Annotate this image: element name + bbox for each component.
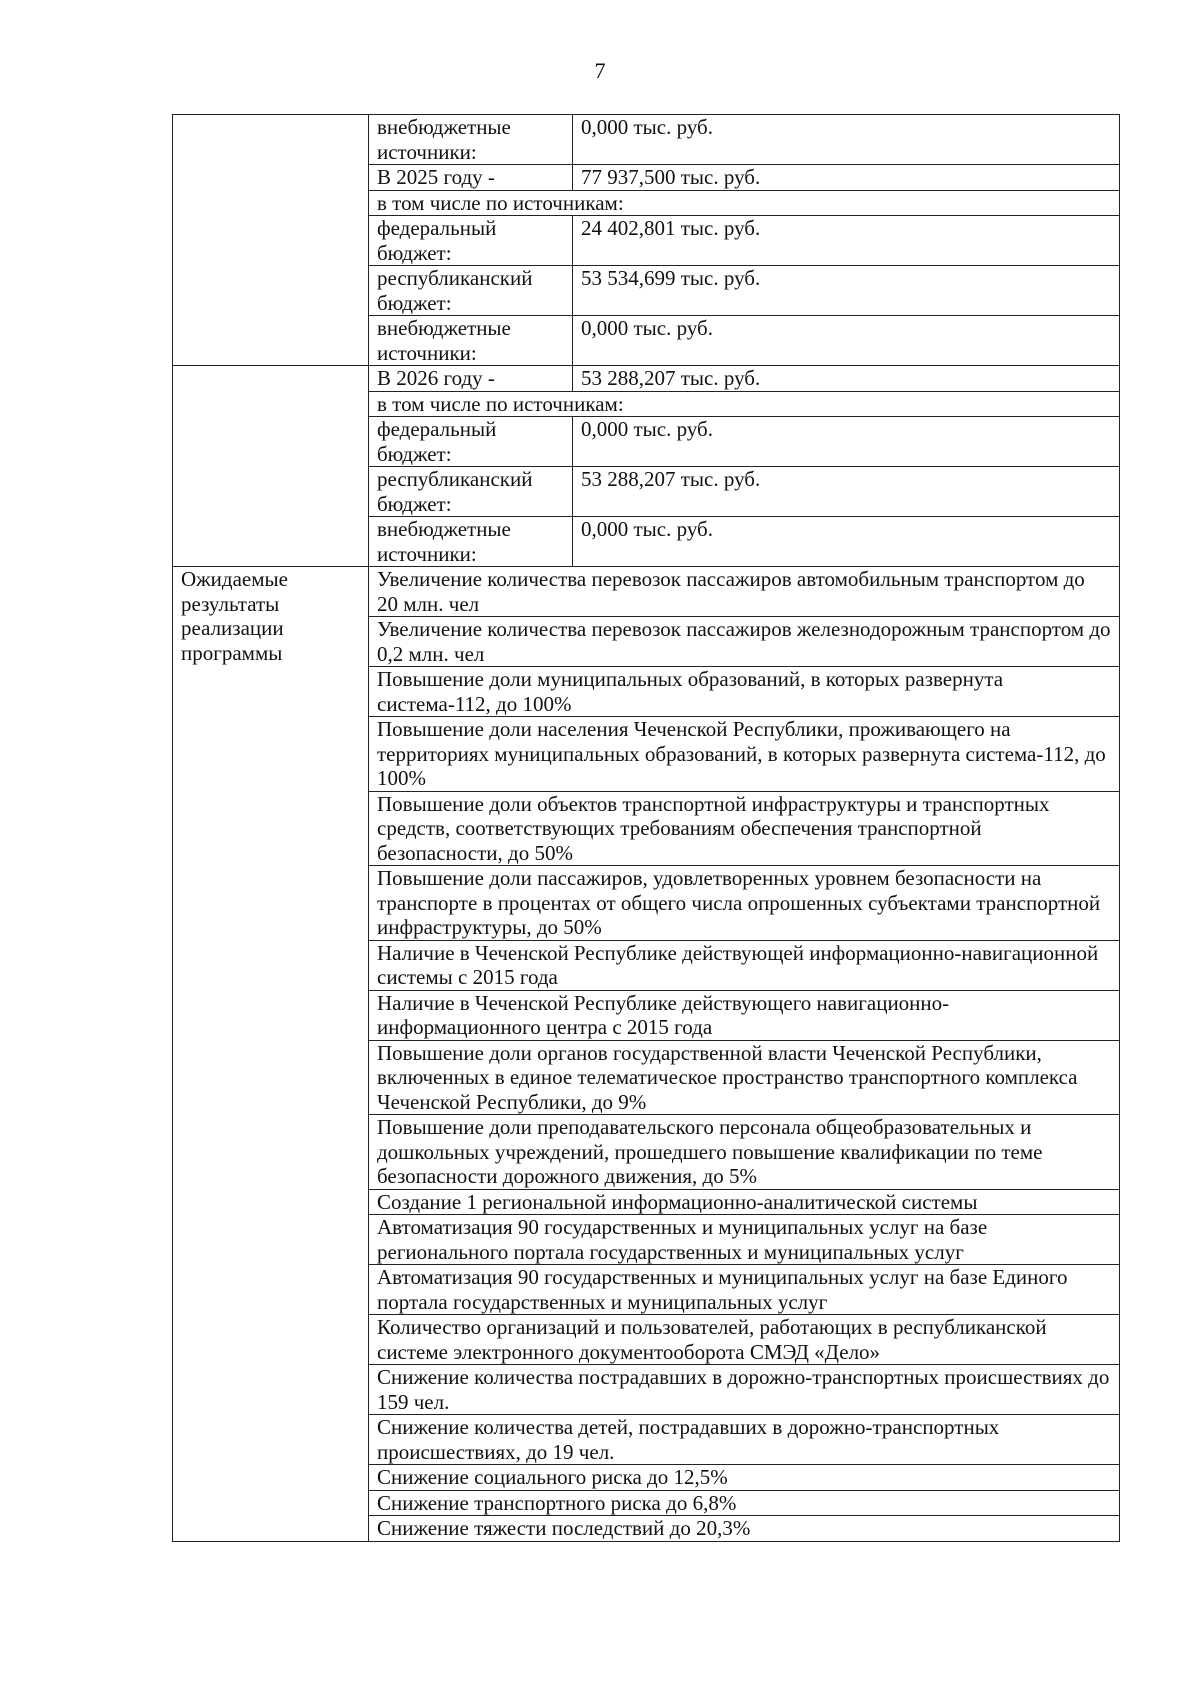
result-item: Повышение доли пассажиров, удовлетворенных уровнем безопасности на транспорте в процентах от общего числа опрошенных субъектами транспортной инфраструктуры, до 50% [369, 866, 1120, 941]
result-item: Количество организаций и пользователей, работающих в республиканской системе электронного документооборота СМЭД «Дело» [369, 1315, 1120, 1365]
result-item: Увеличение количества перевозок пассажиров железнодорожным транспортом до 0,2 млн. чел [369, 617, 1120, 667]
funding-label: внебюджетные источники: [369, 115, 573, 165]
result-item: Наличие в Чеченской Республике действующей информационно-навигационной системы с 2015 года [369, 940, 1120, 990]
funding-label: внебюджетные источники: [369, 316, 573, 366]
passport-table-body [173, 115, 1120, 1542]
result-item: Повышение доли муниципальных образований, в которых развернута система-112, до 100% [369, 667, 1120, 717]
page-number: 7 [594, 58, 606, 83]
result-item: Снижение количества пострадавших в дорожно-транспортных происшествиях до 159 чел. [369, 1365, 1120, 1415]
funding-label: республиканский бюджет: [369, 467, 573, 517]
passport-table [172, 114, 1120, 1542]
empty-heading-cell [173, 366, 369, 567]
funding-value: 0,000 тыс. руб. [573, 517, 1120, 567]
result-item: Повышение доли объектов транспортной инфраструктуры и транспортных средств, соответствующих требованиям обеспечения транспортной безопасности, до 50% [369, 791, 1120, 866]
funding-value: 53 288,207 тыс. руб. [573, 366, 1120, 392]
result-item: Снижение количества детей, пострадавших в дорожно-транспортных происшествиях, до 19 чел. [369, 1415, 1120, 1465]
result-item: Повышение доли преподавательского персонала общеобразовательных и дошкольных учреждений, прошедшего повышение квалификации по теме безопасности дорожного движения, до 5% [369, 1115, 1120, 1190]
funding-label: внебюджетные источники: [369, 517, 573, 567]
funding-value: 77 937,500 тыс. руб. [573, 165, 1120, 191]
result-item: Снижение социального риска до 12,5% [369, 1465, 1120, 1491]
result-item: Создание 1 региональной информационно-аналитической системы [369, 1189, 1120, 1215]
funding-value: 0,000 тыс. руб. [573, 417, 1120, 467]
results-heading: Ожидаемые результаты реализации программы [173, 567, 369, 1542]
result-item: Наличие в Чеченской Республике действующего навигационно-информационного центра с 2015 года [369, 990, 1120, 1040]
sources-caption: в том числе по источникам: [369, 391, 1120, 417]
funding-value: 0,000 тыс. руб. [573, 115, 1120, 165]
result-item: Автоматизация 90 государственных и муниципальных услуг на базе регионального портала государственных и муниципальных услуг [369, 1215, 1120, 1265]
funding-label: федеральный бюджет: [369, 417, 573, 467]
funding-row [173, 366, 1120, 392]
result-item: Автоматизация 90 государственных и муниципальных услуг на базе Единого портала государственных и муниципальных услуг [369, 1265, 1120, 1315]
funding-value: 0,000 тыс. руб. [573, 316, 1120, 366]
empty-heading-cell [173, 115, 369, 366]
result-item: Увеличение количества перевозок пассажиров автомобильным транспортом до 20 млн. чел [369, 567, 1120, 617]
funding-value: 24 402,801 тыс. руб. [573, 216, 1120, 266]
result-row [173, 567, 1120, 617]
funding-label: В 2025 году - [369, 165, 573, 191]
sources-caption: в том числе по источникам: [369, 190, 1120, 216]
result-item: Повышение доли органов государственной власти Чеченской Республики, включенных в единое телематическое пространство транспортного комплекса Чеченской Республики, до 9% [369, 1040, 1120, 1115]
funding-label: федеральный бюджет: [369, 216, 573, 266]
funding-value: 53 288,207 тыс. руб. [573, 467, 1120, 517]
result-item: Снижение транспортного риска до 6,8% [369, 1490, 1120, 1516]
result-item: Повышение доли населения Чеченской Республики, проживающего на территориях муниципальных образований, в которых развернута система-112, до 100% [369, 717, 1120, 792]
funding-value: 53 534,699 тыс. руб. [573, 266, 1120, 316]
funding-label: республиканский бюджет: [369, 266, 573, 316]
funding-row [173, 115, 1120, 165]
funding-label: В 2026 году - [369, 366, 573, 392]
result-item: Снижение тяжести последствий до 20,3% [369, 1516, 1120, 1542]
